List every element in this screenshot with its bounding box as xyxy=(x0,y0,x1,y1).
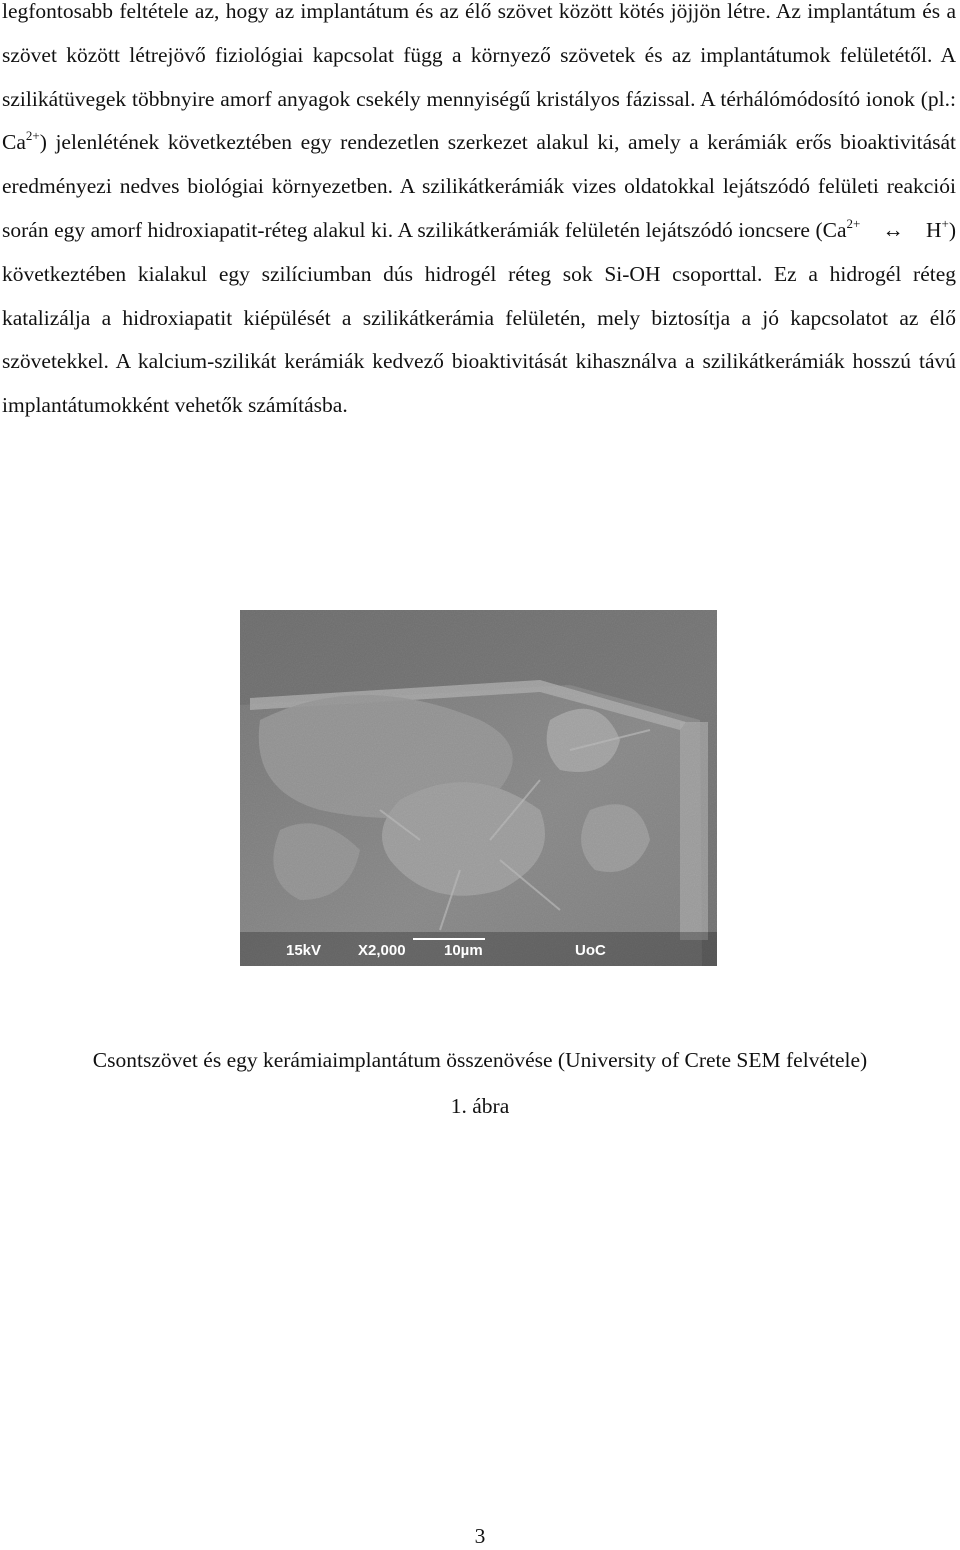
paragraph-text: ) jelenlétének következtében egy rendezetlen szerkezet alakul ki, amely a kerámiák erős bioaktivitását eredményezi nedves biológiai környezetben. A szilikátkerámiák vizes oldatokkal lejátszódó felületi reakciói során egy amorf hidroxiapatit-réteg alakul ki. A szilikátkerámiák felületén lejátszódó ioncsere (Ca xyxy=(2,130,956,242)
sem-voltage-label: 15kV xyxy=(286,942,322,959)
sem-source-label: UoC xyxy=(575,942,606,959)
sem-micrograph-illustration xyxy=(240,610,717,966)
figure-caption: Csontszövet és egy kerámiaimplantátum összenövése (University of Crete SEM felvétele) xyxy=(92,1048,868,1072)
exchange-arrow: ↔ xyxy=(882,217,904,242)
sem-image xyxy=(240,610,717,966)
paragraph-text: H xyxy=(925,217,942,242)
sem-magnification-label: X2,000 xyxy=(358,942,406,959)
body-paragraph xyxy=(2,0,956,428)
figure-number: 1. ábra xyxy=(450,1094,510,1118)
sem-scale-label: 10µm xyxy=(444,942,483,959)
superscript-charge: 2+ xyxy=(846,215,861,231)
superscript-charge: + xyxy=(941,215,949,231)
sem-info-bar xyxy=(240,934,717,966)
paragraph-text: ) következtében kialakul egy szilíciumban dús hidrogél réteg sok Si-OH csoporttal. Ez a hidrogél réteg katalizálja a hidroxiapatit kiépülését a szilikátkerámia felületén, mely biztosítja a jó kapcsolatot az élő szövetekkel. A kalcium-szilikát kerámiák kedvező bioaktivitását kihasználva a szilikátkerámiák hosszú távú implantátumokként vehetők számításba. xyxy=(2,217,957,418)
paragraph-text: legfontosabb feltétele az, hogy az implantátum és az élő szövet között kötés jöjjön létre. Az implantátum és a szövet között létrejövő fiziológiai kapcsolat függ a környező szövetek és az implantátumok felületétől. A szilikátüvegek többnyire amorf anyagok csekély mennyiségű kristályos fázissal. A térhálómódosító ionok (pl.: Ca xyxy=(2,0,956,155)
page-number: 3 xyxy=(474,1524,486,1548)
superscript-charge: 2+ xyxy=(25,128,40,144)
scale-bar-line xyxy=(413,938,485,940)
